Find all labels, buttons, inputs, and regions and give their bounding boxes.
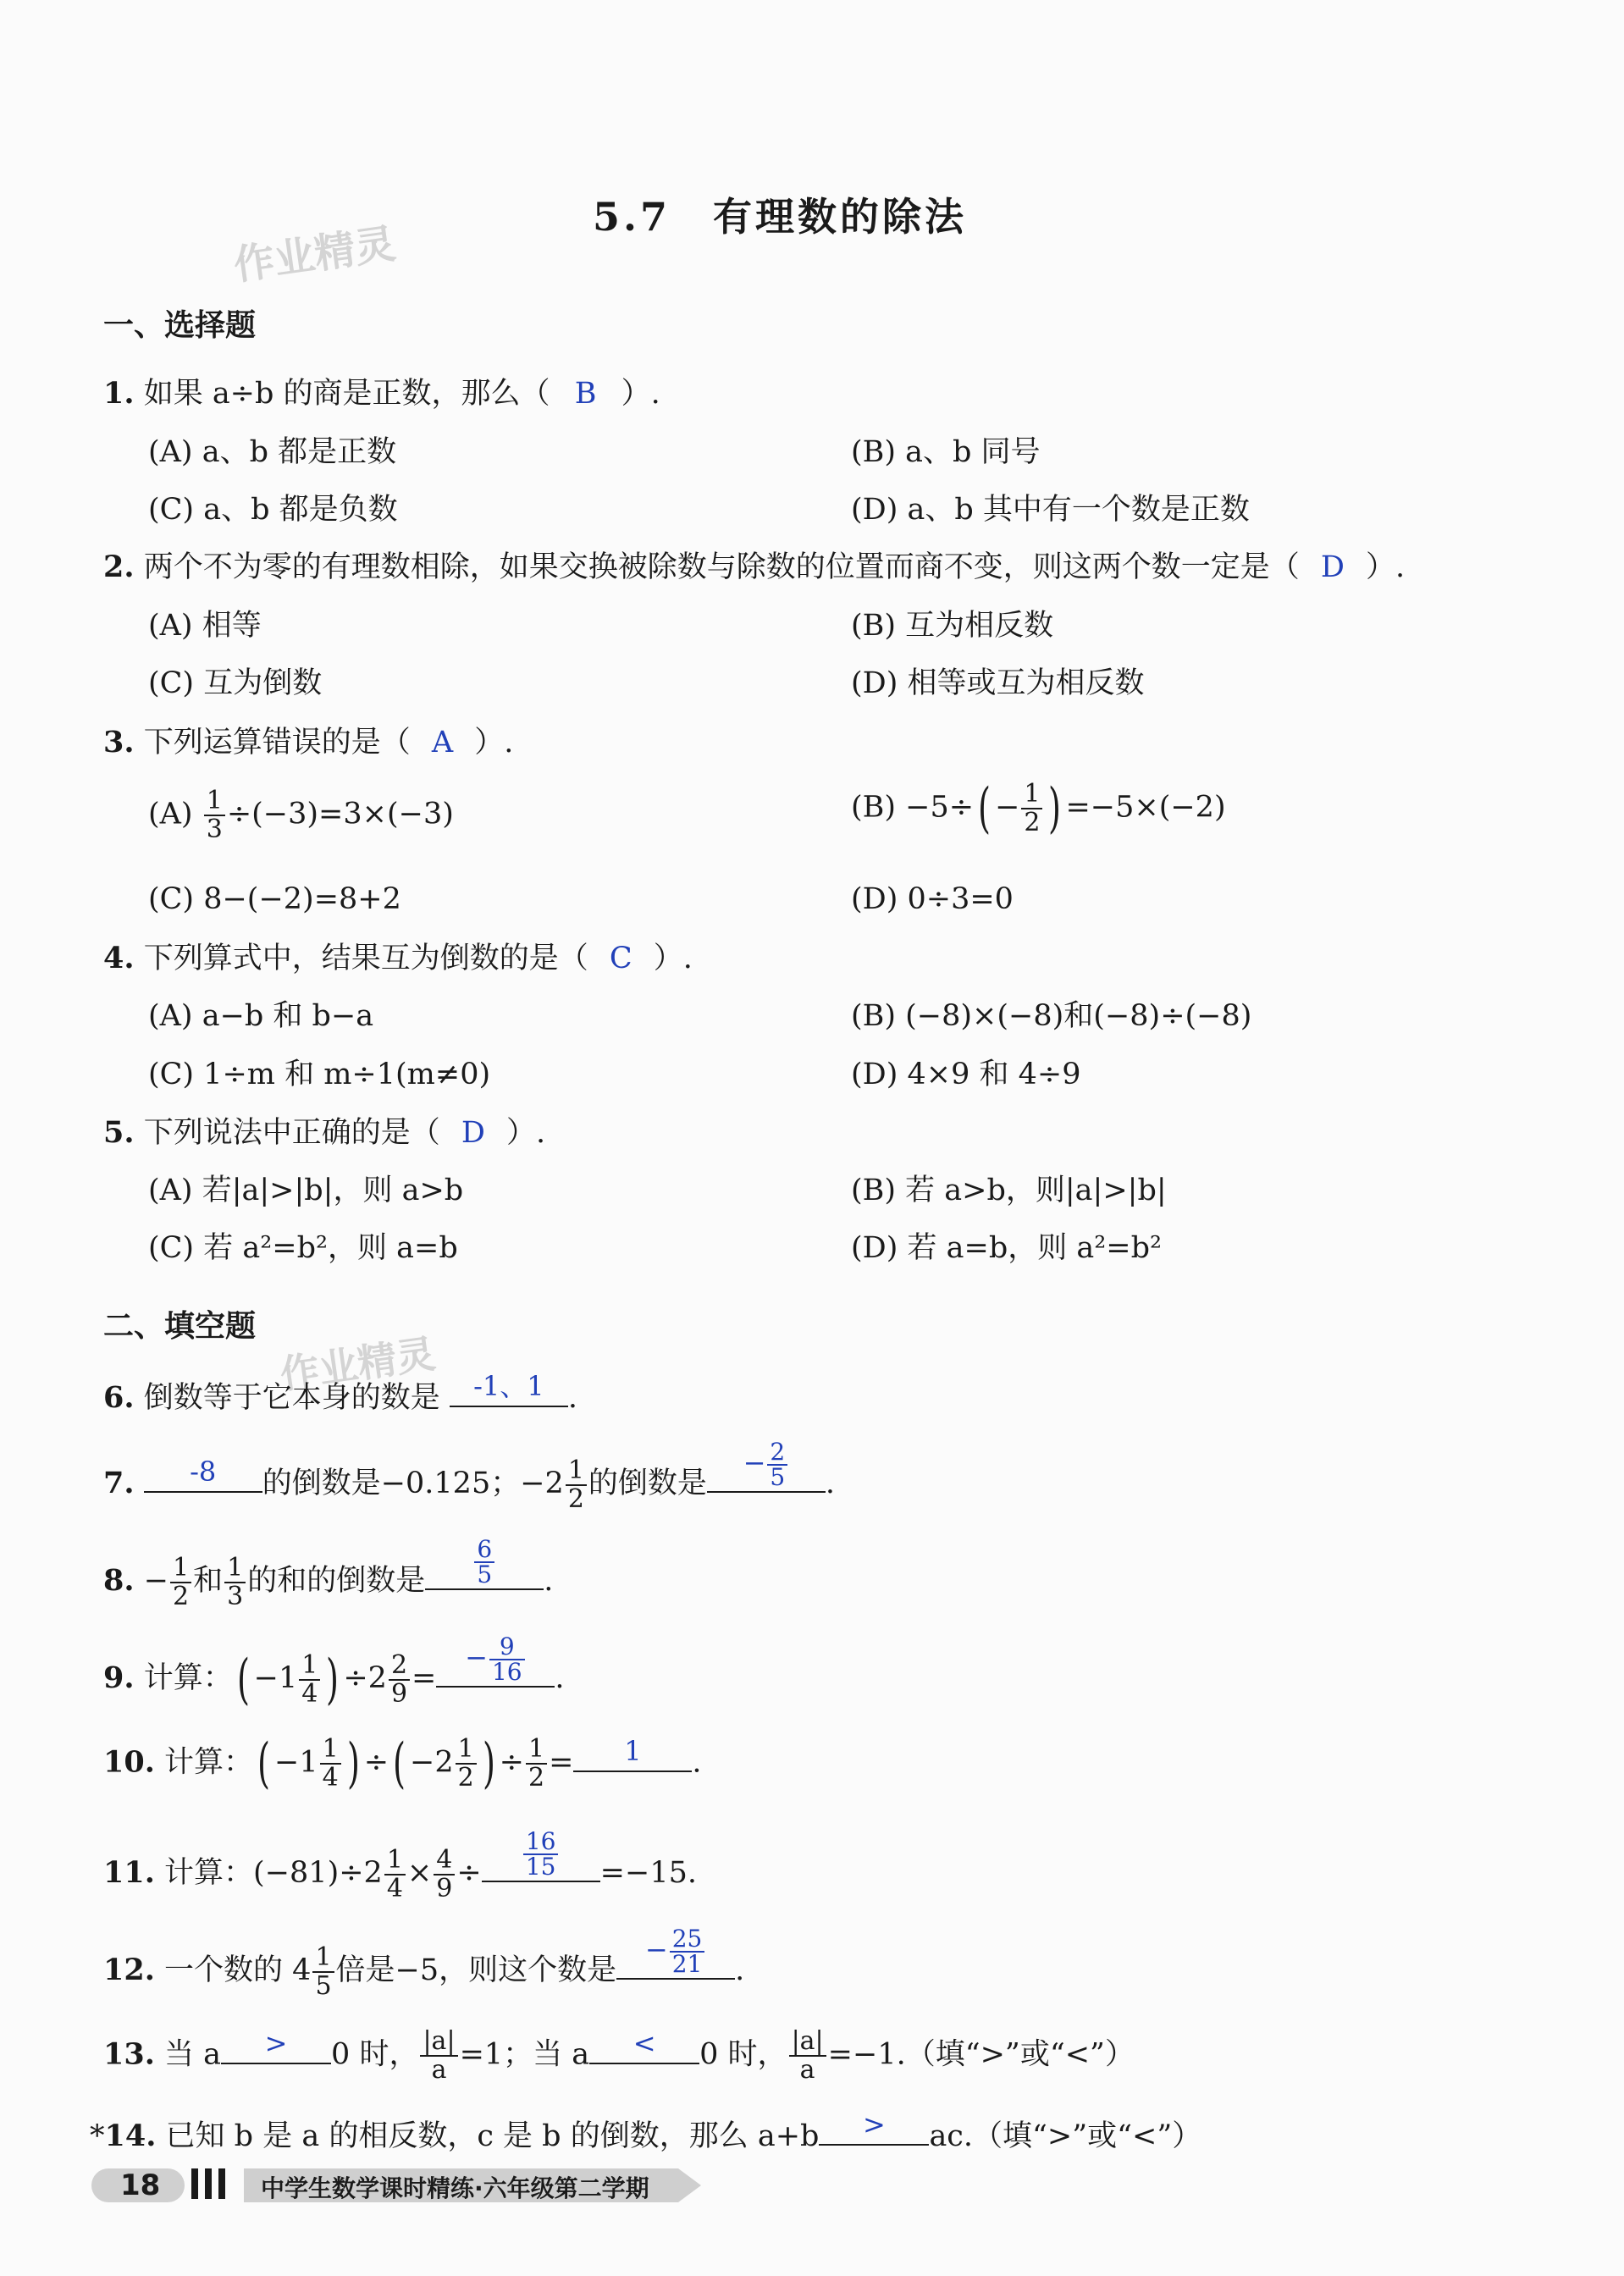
question-13: 13. 当 a > 0 时， $\frac{|a|}{a}$ =1；当 a < 0 时， $\frac{|a|}{a}$ =−1.（填“>”或“<”） — [103, 2026, 1135, 2085]
question-12: 12. 一个数的 4 $\frac{1}{5}$ 倍是−5，则这个数是 − $\frac{25}{21}$ . — [103, 1925, 745, 2001]
option-a: (A) 若|a|>|b|，则 a>b — [148, 1174, 464, 1207]
option-b: (B) (−8)×(−8)和(−8)÷(−8) — [851, 999, 1252, 1033]
option-a: (A) a−b 和 b−a — [148, 999, 374, 1033]
question-number: 13. — [103, 2036, 155, 2072]
question-6: 6. 倒数等于它本身的数是 -1、1 . — [103, 1370, 577, 1415]
option-c: (C) 8−(−2)=8+2 — [148, 882, 401, 916]
answer-blank: > — [819, 2110, 929, 2146]
question-number: 5. — [103, 1115, 135, 1150]
question-text: ）. — [621, 377, 660, 411]
question-11: 11. 计算：(−81)÷2 $\frac{1}{4}$ × $\frac{4}{9}$ ÷ $\frac{16}{15}$ =−15. — [103, 1827, 697, 1903]
footer-bars — [191, 2168, 235, 2202]
question-number: 14. — [104, 2119, 157, 2153]
option-b: (B) −5÷( − $\frac{1}{2}$ ) =−5×(−2) — [851, 777, 1226, 840]
section-heading-fill: 二、填空题 — [103, 1309, 257, 1344]
question-4 — [103, 940, 693, 977]
question-3 — [103, 724, 513, 761]
fraction: $\frac{1}{5}$ — [312, 1944, 334, 2000]
question-number: 4. — [103, 941, 135, 975]
answer: B — [574, 377, 597, 411]
fraction: $\frac{1}{4}$ — [320, 1736, 341, 1792]
answer-blank: − $\frac{25}{21}$ — [616, 1931, 735, 1980]
question-text: ）. — [653, 942, 693, 975]
option-c: (C) 若 a²=b²，则 a=b — [148, 1231, 458, 1265]
fraction: $\frac{1}{2}$ — [526, 1736, 547, 1792]
option-d: (D) a、b 其中有一个数是正数 — [851, 493, 1250, 527]
answer: D — [461, 1116, 485, 1150]
fraction: $\frac{1}{4}$ — [384, 1847, 406, 1903]
question-number: 3. — [103, 725, 135, 760]
option-a: (A) 相等 — [148, 609, 262, 643]
question-text: ）. — [474, 726, 514, 760]
fraction: $\frac{4}{9}$ — [434, 1847, 455, 1903]
fraction: $\frac{1}{3}$ — [204, 787, 225, 843]
question-8: 8. − $\frac{1}{2}$ 和 $\frac{1}{3}$ 的和的倒数是 $\frac{6}{5}$ . — [103, 1535, 554, 1611]
section-heading-choice: 一、选择题 — [103, 308, 257, 343]
answer: A — [431, 726, 454, 760]
page-footer — [91, 2163, 710, 2207]
option-c: (C) a、b 都是负数 — [148, 493, 398, 527]
question-text: 下列说法中正确的是（ — [143, 1116, 440, 1150]
answer-blank: -8 — [144, 1457, 262, 1493]
fraction: $\frac{2}{9}$ — [389, 1652, 410, 1708]
page-number: 18 — [120, 2168, 161, 2202]
answer-blank: − $\frac{2}{5}$ — [707, 1444, 826, 1493]
fraction: $\frac{|a|}{a}$ — [420, 2028, 457, 2084]
question-number: 9. — [103, 1660, 135, 1695]
question-number: 2. — [103, 550, 135, 584]
star-mark: * — [90, 2119, 105, 2153]
option-d: (D) 0÷3=0 — [851, 882, 1014, 916]
question-number: 10. — [103, 1744, 155, 1780]
question-number: 11. — [103, 1855, 155, 1890]
fraction: $\frac{1}{3}$ — [224, 1555, 246, 1610]
question-9: 9. 计算：( −1 $\frac{1}{4}$ ) ÷2 $\frac{2}{9}$ = − $\frac{9}{16}$ . — [103, 1632, 565, 1711]
answer-blank: $\frac{6}{5}$ — [425, 1541, 544, 1590]
answer-blank: − $\frac{9}{16}$ — [436, 1638, 555, 1688]
option-b: (B) a、b 同号 — [851, 435, 1041, 469]
option-c: (C) 互为倒数 — [148, 666, 323, 700]
fraction: $\frac{|a|}{a}$ — [789, 2028, 826, 2084]
fraction: $\frac{1}{2}$ — [1021, 781, 1042, 837]
option-a: (A) $\frac{1}{3}$ ÷(−3)=3×(−3) — [148, 786, 454, 844]
question-text: 倒数等于它本身的数是 — [143, 1381, 440, 1415]
question-text: 下列运算错误的是（ — [143, 726, 411, 760]
question-number: 8. — [103, 1563, 135, 1598]
question-10: 10. 计算：( −1 $\frac{1}{4}$ ) ÷( −2 $\frac{1}{2}$ ) ÷ $\frac{1}{2}$ = 1 . — [103, 1732, 702, 1795]
question-7: 7. -8 的倒数是−0.125；−2 $\frac{1}{2}$ 的倒数是 − $\frac{2}{5}$ . — [103, 1438, 836, 1514]
question-2 — [103, 549, 1405, 586]
answer-blank: $\frac{16}{15}$ — [482, 1833, 600, 1882]
option-b: (B) 互为相反数 — [851, 609, 1054, 643]
question-text: 两个不为零的有理数相除，如果交换被除数与除数的位置而商不变，则这两个数一定是（ — [143, 550, 1300, 584]
watermark: 作业精灵 — [230, 219, 399, 290]
answer: D — [1320, 550, 1345, 584]
question-number: 1. — [103, 376, 135, 411]
question-number: 6. — [103, 1380, 135, 1415]
page-title: 5.7 有理数的除法 — [593, 194, 968, 240]
book-title: 中学生数学课时精练·六年级第二学期 — [261, 2174, 649, 2202]
answer-blank: > — [221, 2029, 331, 2064]
question-text: ）. — [1366, 550, 1406, 584]
option-d: (D) 若 a=b，则 a²=b² — [851, 1231, 1163, 1265]
question-1 — [103, 375, 660, 412]
option-d: (D) 相等或互为相反数 — [851, 666, 1145, 700]
fraction: $\frac{1}{2}$ — [566, 1457, 587, 1513]
option-d: (D) 4×9 和 4÷9 — [851, 1058, 1081, 1091]
question-text: ）. — [506, 1116, 546, 1150]
question-number: 7. — [103, 1466, 135, 1500]
answer-blank: -1、1 — [450, 1372, 568, 1407]
answer-blank: 1 — [573, 1737, 692, 1772]
option-c: (C) 1÷m 和 m÷1(m≠0) — [148, 1058, 491, 1091]
answer-blank: < — [589, 2029, 699, 2064]
question-text: 下列算式中，结果互为倒数的是（ — [143, 942, 588, 975]
fraction: $\frac{1}{4}$ — [299, 1652, 320, 1708]
fraction: $\frac{1}{2}$ — [170, 1555, 191, 1610]
watermark: 作业精灵 — [277, 1330, 439, 1398]
option-b: (B) 若 a>b，则|a|>|b| — [851, 1174, 1167, 1207]
question-number: 12. — [103, 1953, 155, 1987]
fraction: $\frac{1}{2}$ — [456, 1736, 477, 1792]
question-14: *14. 已知 b 是 a 的相反数，c 是 b 的倒数，那么 a+b > ac.（填“>”或“<”） — [90, 2108, 1202, 2153]
answer: C — [609, 942, 632, 975]
option-a: (A) a、b 都是正数 — [148, 435, 397, 469]
question-text: 如果 a÷b 的商是正数，那么（ — [143, 377, 550, 411]
question-5 — [103, 1114, 545, 1152]
